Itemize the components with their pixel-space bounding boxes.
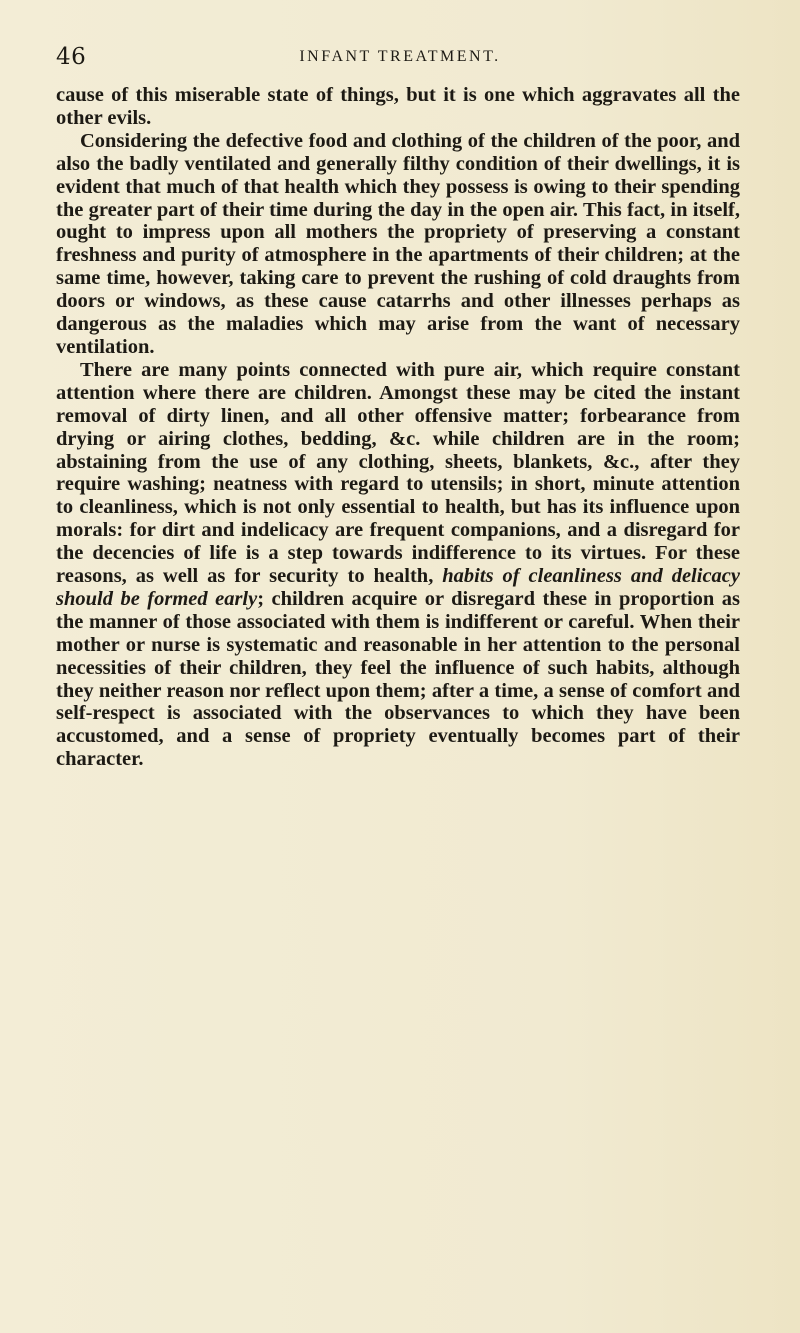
running-head: INFANT TREATMENT. xyxy=(299,48,501,65)
page-number: 46 xyxy=(56,44,87,70)
paragraph xyxy=(56,359,740,771)
page-header xyxy=(56,44,744,80)
paragraph-text: There are many points connected with pure air, which require constant attention where there are children. Amongst these may be cited the instant removal of dirty linen, and all other offensive matter; forbearance from drying or airing clothes, bedding, &c. while children are in the room; abstaining from the use of any clothing, sheets, blankets, &c., after they require washing; neatness with regard to utensils; in short, minute attention to cleanliness, which is not only essential to health, but has its influence upon morals: for dirt and indelicacy are frequent companions, and a disregard for the decencies of life is a step towards indifference to its virtues. For these reasons, as well as for security to health, xyxy=(56,358,740,588)
body-text xyxy=(56,84,740,771)
emphasized-phrase: habits of cleanliness and delicacy should be formed early xyxy=(56,565,740,610)
paragraph-text: ; children acquire or disregard these in proportion as the manner of those associated with them is indifferent or careful. When their mother or nurse is systematic and reasonable in her attention to the personal necessities of their children, they feel the influence of such habits, although they neither reason nor reflect upon them; after a time, a sense of comfort and self-respect is associated with the observances to which they have been accustomed, and a sense of propriety eventually becomes part of their character. xyxy=(56,587,740,771)
paragraph: Considering the defective food and clothing of the children of the poor, and also the badly ventilated and generally filthy condition of their dwellings, it is evident that much of that health which they possess is owing to their spending the greater part of their time during the day in the open air. This fact, in itself, ought to impress upon all mothers the propriety of preserving a constant freshness and purity of atmosphere in the apartments of their children; at the same time, however, taking care to prevent the rushing of cold draughts from doors or windows, as these cause catarrhs and other illnesses perhaps as dangerous as the maladies which may arise from the want of necessary ventilation. xyxy=(56,129,740,358)
paragraph-continued: cause of this miserable state of things, but it is one which aggravates all the other evils. xyxy=(56,84,740,129)
